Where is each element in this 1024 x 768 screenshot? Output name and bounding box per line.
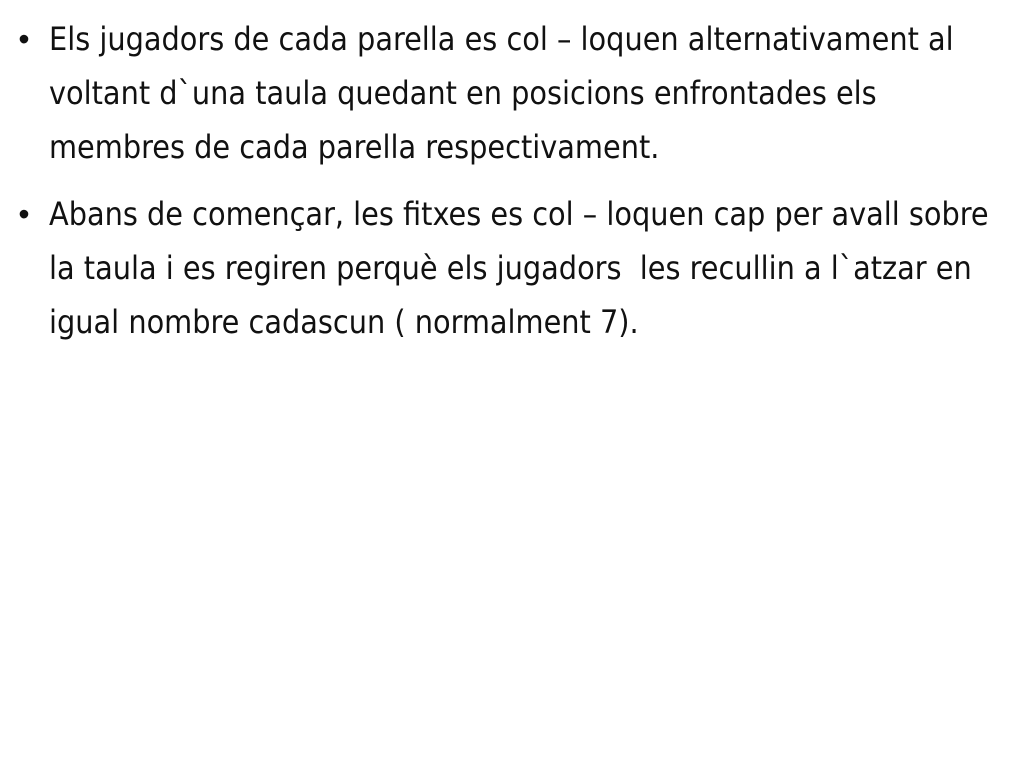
bullet-icon: • <box>18 21 30 57</box>
bullet-item-players-seating <box>0 12 1010 174</box>
bullet-item-tiles-shuffle <box>0 187 1010 349</box>
bullet-list <box>0 12 1010 362</box>
bullet-icon: • <box>18 196 30 232</box>
bullet-text: Els jugadors de cada parella es col – loquen alternativament al voltant d`una taula quedant en posicions enfrontades els membres de cada parella respectivament. <box>49 20 963 166</box>
bullet-text: Abans de començar, les fitxes es col – loquen cap per avall sobre la taula i es regiren perquè els jugadors les recullin a l`atzar en igual nombre cadascun ( normalment 7). <box>49 195 998 341</box>
